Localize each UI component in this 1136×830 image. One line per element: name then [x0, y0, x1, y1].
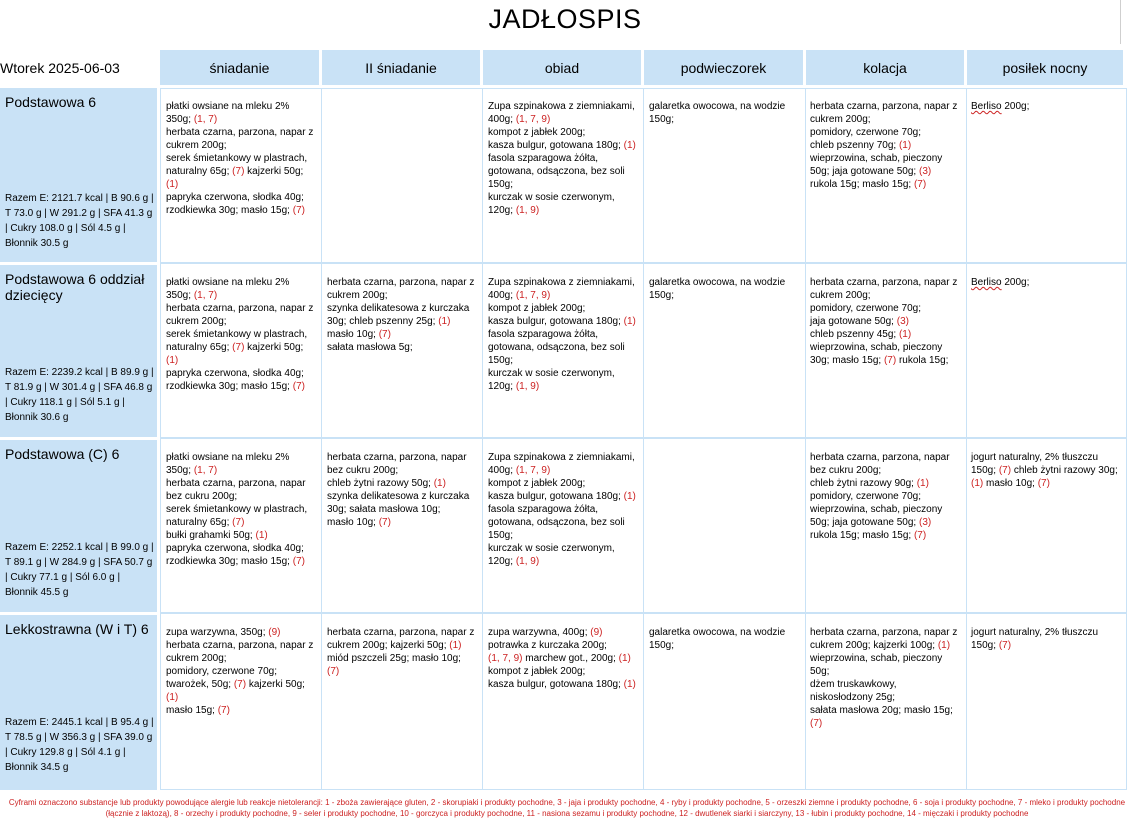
meal-item-text: kasza bulgur, gotowana 180g; [488, 316, 624, 327]
meal-item-text: wieprzowina, schab, pieczony 50g; [810, 653, 943, 677]
column-header-night-meal: posiłek nocny [967, 50, 1123, 85]
diet-nutrition-summary: Razem E: 2252.1 kcal | B 99.0 g | T 89.1 g | W 284.9 g | SFA 50.7 g | Cukry 77.1 g | Sól 6.0 g | Błonnik 45.5 g [5, 542, 154, 598]
allergen-code: (1, 7) [193, 465, 218, 476]
meal-item-text: sałata masłowa 5g; [327, 342, 413, 353]
meal-cell [166, 451, 314, 568]
meal-item-text: chleb pszenny 70g; [810, 140, 899, 151]
meal-item-text: 200g; [1001, 277, 1030, 288]
allergen-code: (3) [918, 517, 932, 528]
meal-item-text: papryka czerwona, słodka 40g; [166, 368, 304, 379]
meal-item-text: dżem truskawkowy, niskosłodzony 25g; [810, 679, 897, 703]
meal-item-text: herbata czarna, parzona, napar z cukrem 200g; [327, 277, 475, 301]
column-header-breakfast: śniadanie [160, 50, 319, 85]
allergen-code: (1, 7, 9) [515, 114, 551, 125]
meal-item-text: Zupa szpinakowa z ziemniakami, 400g; [488, 452, 635, 476]
meal-item-text: pomidory, czerwone 70g; [810, 491, 921, 502]
meal-item-text: marchew got., 200g; [522, 653, 619, 664]
meal-cell [810, 451, 958, 542]
meal-cell [649, 626, 797, 652]
meal-item-text: chleb żytni razowy 30g; [1011, 465, 1118, 476]
column-header-second-breakfast: II śniadanie [322, 50, 480, 85]
meal-item-text: szynka delikatesowa z kurczaka 30g; sałata masłowa 10g; [327, 491, 470, 515]
meal-item-text: kasza bulgur, gotowana 180g; [488, 140, 624, 151]
allergen-code: (7) [327, 666, 340, 677]
allergen-code: (1, 7, 9) [515, 290, 551, 301]
allergen-code: (3) [918, 166, 932, 177]
grid-line [482, 88, 483, 790]
meal-item-text: herbata czarna, parzona, napar z cukrem 200g; kajzerki 100g; [810, 627, 958, 651]
allergen-code: (7) [810, 718, 823, 729]
meal-item-text: miód pszczeli 25g; masło 10g; [327, 653, 461, 664]
allergen-code: (1) [166, 179, 179, 190]
allergen-code: (1) [623, 491, 636, 502]
grid-line [160, 612, 1127, 614]
allergen-code: (1) [166, 692, 179, 703]
meal-item-text: wieprzowina, schab, pieczony 30g; masło 15g; [810, 342, 943, 366]
meal-item-text: pomidory, czerwone 70g; [810, 303, 921, 314]
meal-item-text: rzodkiewka 30g; masło 15g; [166, 205, 293, 216]
diet-name: Lekkostrawna (W i T) 6 [5, 621, 149, 637]
allergen-code: (7) [913, 179, 927, 190]
meal-item-text: herbata czarna, parzona, napar z cukrem 200g; kajzerki 50g; [327, 627, 475, 651]
column-header-afternoon-snack: podwieczorek [644, 50, 803, 85]
meal-item-text: Berliso [971, 277, 1002, 288]
meal-cell [327, 451, 475, 529]
meal-cell [971, 100, 1119, 113]
allergen-code: (1, 9) [515, 381, 540, 392]
meal-item-text: kajzerki 50g; [246, 679, 305, 690]
allergen-code: (9) [590, 627, 603, 638]
meal-item-text: masło 15g; [166, 705, 218, 716]
allergen-code: (1) [916, 478, 929, 489]
diet-nutrition-summary: Razem E: 2121.7 kcal | B 90.6 g | T 73.0 g | W 291.2 g | SFA 41.3 g | Cukry 108.0 g | Sól 4.5 g | Błonnik 30.5 g [5, 193, 154, 249]
meal-item-text: kompot z jabłek 200g; [488, 127, 586, 138]
meal-item-text: serek śmietankowy w plastrach, naturalny 65g; [166, 153, 308, 177]
meal-item-text: 200g; [1001, 101, 1030, 112]
allergen-code: (1) [255, 530, 268, 541]
grid-line [643, 88, 644, 790]
meal-item-text: szynka delikatesowa z kurczaka 30g; chleb pszenny 25g; [327, 303, 470, 327]
meal-item-text: płatki owsiane na mleku 2% 350g; [166, 452, 290, 476]
meal-item-text: wieprzowina, schab, pieczony 50g; jaja gotowane 50g; [810, 504, 943, 528]
meal-item-text: pomidory, czerwone 70g; [810, 127, 921, 138]
diet-row-label [0, 440, 157, 612]
meal-item-text: kajzerki 50g; [244, 166, 304, 177]
diet-name: Podstawowa 6 [5, 94, 97, 110]
meal-item-text: masło 10g; [327, 329, 379, 340]
meal-item-text: płatki owsiane na mleku 2% 350g; [166, 101, 290, 125]
meal-item-text: rukola 15g; [896, 355, 949, 366]
allergen-code: (7) [913, 530, 927, 541]
meal-item-text: jogurt naturalny, 2% tłuszczu 150g; [971, 627, 1099, 651]
meal-cell [810, 626, 958, 730]
allergen-code: (7) [232, 517, 245, 528]
diet-row-label [0, 88, 157, 262]
allergen-code: (1) [166, 355, 179, 366]
allergen-code: (7) [292, 381, 305, 392]
meal-item-text: wieprzowina, schab, pieczony 50g; jaja gotowane 50g; [810, 153, 943, 177]
menu-date: Wtorek 2025-06-03 [0, 60, 120, 76]
meal-item-text: bułki grahamki 50g; [166, 530, 256, 541]
allergen-code: (1) [937, 640, 951, 651]
meal-cell [488, 451, 636, 568]
meal-item-text: płatki owsiane na mleku 2% 350g; [166, 277, 290, 301]
meal-cell [971, 626, 1119, 652]
meal-item-text: papryka czerwona, słodka 40g; [166, 543, 304, 554]
meal-cell [166, 276, 314, 393]
diet-row-label [0, 615, 157, 790]
page-title: JADŁOSPIS [488, 4, 642, 34]
meal-item-text: herbata czarna, parzona, napar z cukrem 200g; [166, 303, 314, 327]
grid-line [160, 437, 1127, 439]
meal-item-text: potrawka z kurczaka 200g; [488, 640, 607, 651]
meal-cell [327, 626, 475, 678]
meal-cell [327, 276, 475, 354]
allergen-code: (7) [233, 679, 247, 690]
allergen-code: (1) [623, 316, 636, 327]
meal-item-text: masło 10g; [983, 478, 1038, 489]
meal-cell [166, 100, 314, 217]
allergen-code: (1) [971, 478, 984, 489]
meal-item-text: herbata czarna, parzona, napar bez cukru 200g; [166, 478, 306, 502]
meal-cell [649, 100, 797, 126]
meal-item-text: papryka czerwona, słodka 40g; [166, 192, 304, 203]
meal-item-text: jogurt naturalny, 2% tłuszczu 150g; [971, 452, 1099, 476]
meal-item-text: serek śmietankowy w plastrach, naturalny 65g; [166, 504, 308, 528]
meal-cell [649, 276, 797, 302]
allergen-code: (1) [623, 140, 636, 151]
allergen-code: (7) [998, 465, 1012, 476]
meal-item-text: kajzerki 50g; [244, 342, 304, 353]
meal-item-text: Zupa szpinakowa z ziemniakami, 400g; [488, 101, 635, 125]
meal-item-text: kasza bulgur, gotowana 180g; [488, 679, 624, 690]
meal-cell [488, 100, 636, 217]
meal-item-text: kurczak w sosie czerwonym, 120g; [488, 368, 615, 392]
allergen-code: (7) [232, 342, 245, 353]
meal-cell [971, 451, 1119, 490]
meal-item-text: Berliso [971, 101, 1002, 112]
meal-item-text: chleb pszenny 45g; [810, 329, 899, 340]
column-header-lunch: obiad [483, 50, 641, 85]
meal-item-text: zupa warzywna, 400g; [488, 627, 591, 638]
allergen-legend: Cyframi oznaczono substancje lub produkty powodujące alergie lub reakcje nietolerancji: 1 - zboża zawierające gluten, 2 - skorupiaki i produkty pochodne, 3 - jaja i produkty pochodne, 4 - ryby i produkty pochodne, 5 - orzeszki ziemne i produkty pochodne, 6 - soja i produkty pochodne, 7 - mleko i produkty pochodne (łącznie z laktozą), 8 - orzechy i produkty pochodne, 9 - seler i produkty pochodne, 10 - gorczyca i produkty pochodne, 11 - nasiona sezamu i produkty pochodne, 12 - dwutlenek siarki i siarczyny, 13 - łubin i produkty pochodne, 14 - mięczaki i produkty pochodne [8, 798, 1126, 818]
diet-nutrition-summary: Razem E: 2239.2 kcal | B 89.9 g | T 81.9 g | W 301.4 g | SFA 46.8 g | Cukry 118.1 g | Sól 5.1 g | Błonnik 30.6 g [5, 367, 154, 423]
grid-line [160, 262, 1127, 264]
meal-item-text: chleb żytni razowy 50g; [327, 478, 434, 489]
allergen-code: (7) [998, 640, 1012, 651]
page-edge-line [1120, 0, 1121, 44]
allergen-code: (7) [378, 517, 391, 528]
meal-item-text: sałata masłowa 20g; masło 15g; [810, 705, 953, 716]
allergen-code: (1) [898, 329, 912, 340]
meal-item-text: rzodkiewka 30g; masło 15g; [166, 381, 293, 392]
allergen-code: (7) [292, 205, 305, 216]
diet-name: Podstawowa 6 oddział dziecięcy [5, 271, 145, 303]
allergen-code: (1) [898, 140, 912, 151]
allergen-code: (1) [433, 478, 446, 489]
meal-item-text: jaja gotowane 50g; [810, 316, 897, 327]
meal-item-text: herbata czarna, parzona, napar bez cukru 200g; [810, 452, 950, 476]
meal-item-text: herbata czarna, parzona, napar z cukrem 200g; [166, 127, 314, 151]
allergen-code: (1) [618, 653, 631, 664]
meal-cell [166, 626, 314, 717]
meal-cell [488, 276, 636, 393]
column-header-dinner: kolacja [806, 50, 964, 85]
allergen-code: (7) [292, 556, 305, 567]
meal-item-text: kasza bulgur, gotowana 180g; [488, 491, 624, 502]
allergen-code: (1) [623, 679, 636, 690]
meal-cell [810, 276, 958, 367]
allergen-code: (7) [217, 705, 230, 716]
allergen-code: (7) [1037, 478, 1050, 489]
allergen-code: (1) [438, 316, 451, 327]
meal-item-text: chleb żytni razowy 90g; [810, 478, 917, 489]
meal-item-text: galaretka owocowa, na wodzie 150g; [649, 627, 786, 651]
grid-line [321, 88, 322, 790]
meal-cell [971, 276, 1119, 289]
meal-item-text: kompot z jabłek 200g; [488, 478, 586, 489]
meal-item-text: rukola 15g; masło 15g; [810, 179, 914, 190]
meal-item-text: kompot z jabłek 200g; [488, 303, 586, 314]
meal-item-text: twarożek, 50g; [166, 679, 234, 690]
meal-item-text: zupa warzywna, 350g; [166, 627, 269, 638]
allergen-code: (7) [378, 329, 391, 340]
meal-item-text: fasola szparagowa żółta, gotowana, odsączona, bez soli 150g; [488, 329, 625, 366]
allergen-code: (7) [883, 355, 897, 366]
allergen-code: (9) [268, 627, 281, 638]
meal-item-text: herbata czarna, parzona, napar bez cukru 200g; [327, 452, 467, 476]
allergen-code: (1, 7, 9) [488, 653, 523, 664]
allergen-code: (1, 9) [515, 205, 540, 216]
meal-item-text: fasola szparagowa żółta, gotowana, odsączona, bez soli 150g; [488, 153, 625, 190]
meal-item-text: serek śmietankowy w plastrach, naturalny 65g; [166, 329, 308, 353]
meal-item-text: kurczak w sosie czerwonym, 120g; [488, 543, 615, 567]
grid-line [805, 88, 806, 790]
meal-item-text: kurczak w sosie czerwonym, 120g; [488, 192, 615, 216]
meal-item-text: rzodkiewka 30g; masło 15g; [166, 556, 293, 567]
allergen-code: (7) [232, 166, 245, 177]
meal-item-text: herbata czarna, parzona, napar z cukrem 200g; [810, 101, 958, 125]
diet-nutrition-summary: Razem E: 2445.1 kcal | B 95.4 g | T 78.5 g | W 356.3 g | SFA 39.0 g | Cukry 129.8 g | Sól 4.1 g | Błonnik 34.5 g [5, 717, 154, 773]
grid-line [966, 88, 967, 790]
meal-item-text: masło 10g; [327, 517, 379, 528]
meal-item-text: galaretka owocowa, na wodzie 150g; [649, 277, 786, 301]
meal-cell [810, 100, 958, 191]
meal-item-text: fasola szparagowa żółta, gotowana, odsączona, bez soli 150g; [488, 504, 625, 541]
diet-name: Podstawowa (C) 6 [5, 446, 120, 462]
allergen-code: (1, 9) [515, 556, 540, 567]
allergen-code: (1, 7) [193, 114, 218, 125]
diet-row-label [0, 265, 157, 437]
allergen-code: (3) [896, 316, 909, 327]
meal-item-text: galaretka owocowa, na wodzie 150g; [649, 101, 786, 125]
allergen-code: (1, 7) [193, 290, 218, 301]
allergen-code: (1) [449, 640, 462, 651]
meal-item-text: rukola 15g; masło 15g; [810, 530, 914, 541]
meal-item-text: Zupa szpinakowa z ziemniakami, 400g; [488, 277, 635, 301]
meal-cell [488, 626, 636, 691]
meal-item-text: pomidory, czerwone 70g; [166, 666, 277, 677]
meal-item-text: herbata czarna, parzona, napar z cukrem 200g; [166, 640, 314, 664]
meal-item-text: herbata czarna, parzona, napar z cukrem 200g; [810, 277, 958, 301]
meal-item-text: kompot z jabłek 200g; [488, 666, 586, 677]
allergen-code: (1, 7, 9) [515, 465, 551, 476]
